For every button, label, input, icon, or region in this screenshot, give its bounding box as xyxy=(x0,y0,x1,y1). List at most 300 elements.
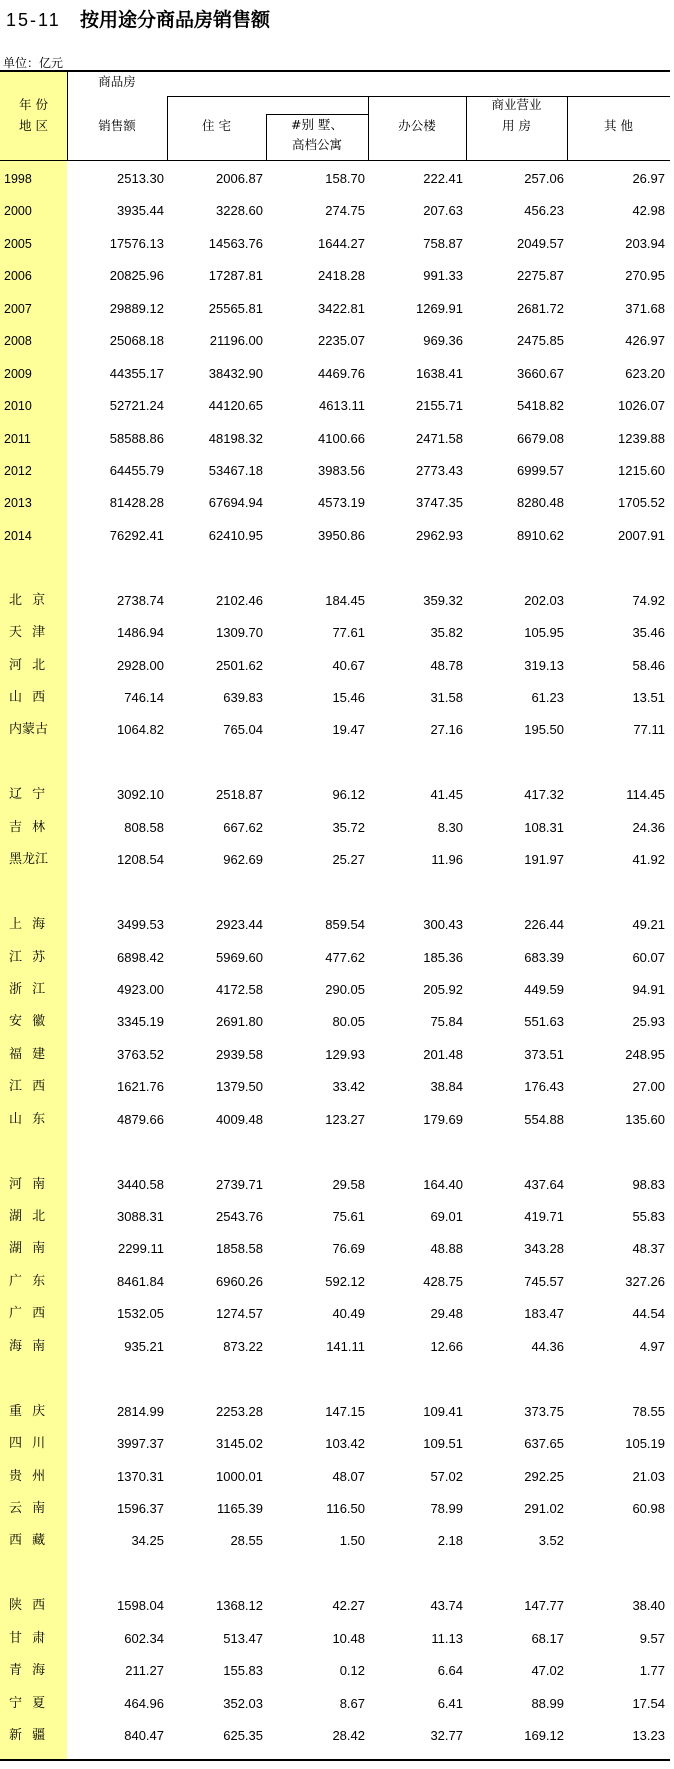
region-label: 青 海 xyxy=(9,1663,46,1679)
table-row xyxy=(0,1428,670,1460)
table-row xyxy=(0,487,670,519)
table-row xyxy=(0,974,670,1006)
header-villa-line1: #别 墅、 xyxy=(291,117,343,132)
cell-residential: 4009.48 xyxy=(216,1111,263,1127)
cell-villa: 3950.86 xyxy=(318,527,365,543)
table-row xyxy=(0,617,670,649)
cell-other: 78.55 xyxy=(632,1403,665,1419)
header-commercial-line1: 商业营业 xyxy=(491,97,542,112)
table-row xyxy=(0,1104,670,1136)
cell-commercial: 88.99 xyxy=(531,1695,564,1711)
header-residential: 住 宅 xyxy=(202,118,231,133)
table-row xyxy=(0,1266,670,1298)
cell-villa: 2235.07 xyxy=(318,333,365,349)
cell-villa: 1644.27 xyxy=(318,235,365,251)
year-label: 2008 xyxy=(4,334,32,349)
header-commercial-line2: 用 房 xyxy=(502,118,531,133)
cell-commercial: 61.23 xyxy=(531,690,564,705)
cell-villa: 25.27 xyxy=(332,852,365,868)
table-row xyxy=(0,520,670,552)
cell-residential: 1165.39 xyxy=(216,1500,263,1516)
cell-office: 991.33 xyxy=(423,268,463,284)
cell-villa: 4100.66 xyxy=(318,430,365,446)
region-label: 河 北 xyxy=(9,657,46,673)
table-row xyxy=(0,1331,670,1363)
cell-commercial: 683.39 xyxy=(524,949,564,965)
cell-other: 2007.91 xyxy=(618,527,665,543)
cell-residential: 2518.87 xyxy=(216,787,263,803)
cell-residential: 1368.12 xyxy=(216,1598,263,1614)
table-number: 15-11 xyxy=(6,10,61,30)
cell-villa: 76.69 xyxy=(332,1241,365,1257)
cell-commercial: 8280.48 xyxy=(517,495,564,511)
table-row xyxy=(0,1396,670,1428)
cell-total-sales: 58588.86 xyxy=(109,430,164,446)
cell-villa: 75.61 xyxy=(332,1209,365,1224)
table-row xyxy=(0,1298,670,1330)
region-label: 山 东 xyxy=(9,1111,46,1127)
cell-other: 13.51 xyxy=(632,690,665,705)
table-body xyxy=(0,163,670,1752)
table-row xyxy=(0,195,670,227)
cell-office: 2962.93 xyxy=(416,527,463,543)
cell-villa: 4469.76 xyxy=(318,365,365,381)
cell-other: 4.97 xyxy=(639,1338,665,1354)
cell-office: 359.32 xyxy=(423,592,463,608)
cell-residential: 2501.62 xyxy=(216,657,263,673)
table-row xyxy=(0,1039,670,1071)
cell-other: 44.54 xyxy=(632,1306,665,1322)
cell-total-sales: 25068.18 xyxy=(109,333,164,349)
cell-office: 300.43 xyxy=(423,917,463,933)
cell-commercial: 183.47 xyxy=(524,1306,564,1322)
region-label: 江 苏 xyxy=(9,949,46,965)
cell-office: 29.48 xyxy=(430,1306,463,1322)
cell-villa: 10.48 xyxy=(332,1630,365,1646)
cell-residential: 4172.58 xyxy=(216,981,263,997)
header-office: 办公楼 xyxy=(398,118,436,133)
cell-total-sales: 29889.12 xyxy=(109,300,164,316)
region-label: 贵 州 xyxy=(9,1468,46,1484)
region-label: 浙 江 xyxy=(9,981,46,997)
cell-total-sales: 34.25 xyxy=(131,1533,164,1549)
cell-villa: 290.05 xyxy=(325,981,365,997)
table-row xyxy=(0,293,670,325)
cell-office: 109.41 xyxy=(423,1403,463,1419)
cell-commercial: 745.57 xyxy=(524,1273,564,1289)
year-label: 2005 xyxy=(4,236,32,251)
cell-residential: 1274.57 xyxy=(216,1306,263,1322)
cell-villa: 2418.28 xyxy=(318,268,365,284)
cell-office: 3747.35 xyxy=(416,495,463,511)
cell-residential: 38432.90 xyxy=(208,365,263,381)
cell-other: 1.77 xyxy=(639,1663,665,1679)
cell-total-sales: 1370.31 xyxy=(117,1468,164,1484)
cell-office: 1638.41 xyxy=(416,365,463,381)
cell-commercial: 191.97 xyxy=(524,852,564,868)
cell-commercial: 3660.67 xyxy=(517,365,564,381)
cell-villa: 80.05 xyxy=(332,1014,365,1030)
page-title: 按用途分商品房销售额 xyxy=(80,9,271,31)
cell-office: 2.18 xyxy=(437,1533,463,1549)
cell-office: 48.78 xyxy=(430,657,463,673)
year-label: 2009 xyxy=(4,366,32,381)
cell-residential: 2253.28 xyxy=(216,1403,263,1419)
cell-commercial: 292.25 xyxy=(524,1468,564,1484)
cell-residential: 3228.60 xyxy=(216,203,263,219)
region-label: 广 西 xyxy=(9,1306,46,1322)
cell-villa: 4613.11 xyxy=(318,398,365,414)
cell-total-sales: 3088.31 xyxy=(117,1209,164,1224)
cell-total-sales: 8461.84 xyxy=(117,1273,164,1289)
group-spacer xyxy=(0,552,670,584)
cell-office: 11.96 xyxy=(431,852,463,868)
cell-commercial: 147.77 xyxy=(524,1598,564,1614)
cell-villa: 96.12 xyxy=(332,787,365,803)
cell-villa: 116.50 xyxy=(326,1500,365,1516)
cell-villa: 4573.19 xyxy=(318,495,365,511)
cell-total-sales: 2738.74 xyxy=(117,592,164,608)
cell-commercial: 202.03 xyxy=(524,592,564,608)
table-row xyxy=(0,1493,670,1525)
region-label: 湖 南 xyxy=(9,1241,46,1257)
cell-commercial: 105.95 xyxy=(524,625,564,641)
cell-total-sales: 1596.37 xyxy=(117,1500,164,1516)
header-villa-line2: 高档公寓 xyxy=(291,137,342,152)
cell-other: 27.00 xyxy=(632,1079,665,1095)
cell-residential: 873.22 xyxy=(223,1338,263,1354)
cell-residential: 48198.32 xyxy=(208,430,263,446)
unit-label: 单位：亿元 xyxy=(3,56,64,70)
cell-residential: 155.83 xyxy=(223,1663,263,1679)
cell-total-sales: 1598.04 xyxy=(117,1598,164,1614)
cell-office: 6.41 xyxy=(437,1695,463,1711)
cell-residential: 639.83 xyxy=(223,690,263,705)
region-label: 江 西 xyxy=(9,1079,46,1095)
cell-residential: 2939.58 xyxy=(216,1046,263,1062)
cell-other: 248.95 xyxy=(625,1046,665,1062)
region-label: 新 疆 xyxy=(9,1728,46,1743)
year-label: 2006 xyxy=(4,269,32,284)
cell-residential: 25565.81 xyxy=(208,300,263,316)
cell-office: 75.84 xyxy=(430,1014,463,1030)
cell-residential: 5969.60 xyxy=(216,949,263,965)
cell-villa: 29.58 xyxy=(332,1176,365,1192)
cell-office: 38.84 xyxy=(430,1079,463,1095)
cell-residential: 1000.01 xyxy=(216,1468,263,1484)
cell-villa: 3422.81 xyxy=(318,300,365,316)
cell-other: 1215.60 xyxy=(618,462,665,478)
cell-other: 94.91 xyxy=(632,981,665,997)
cell-commercial: 2681.72 xyxy=(517,300,564,316)
cell-other: 41.92 xyxy=(632,852,665,868)
cell-office: 41.45 xyxy=(430,787,463,803)
region-label: 陕 西 xyxy=(9,1598,46,1614)
cell-other: 35.46 xyxy=(632,625,665,641)
cell-total-sales: 1064.82 xyxy=(117,722,164,738)
cell-office: 201.48 xyxy=(423,1046,463,1062)
table-row xyxy=(0,942,670,974)
cell-total-sales: 4879.66 xyxy=(117,1111,164,1127)
cell-commercial: 108.31 xyxy=(524,819,564,835)
cell-other: 1705.52 xyxy=(618,495,665,511)
cell-other: 1026.07 xyxy=(618,398,665,414)
table-row xyxy=(0,650,670,682)
cell-total-sales: 2928.00 xyxy=(117,657,164,673)
cell-other: 203.94 xyxy=(625,235,665,251)
cell-residential: 53467.18 xyxy=(208,462,263,478)
cell-total-sales: 1532.05 xyxy=(117,1306,164,1322)
cell-other: 114.45 xyxy=(626,787,665,803)
table-row xyxy=(0,1071,670,1103)
cell-office: 185.36 xyxy=(423,949,463,965)
table-row xyxy=(0,1623,670,1655)
table-bottom-rule xyxy=(0,1759,670,1761)
cell-villa: 35.72 xyxy=(332,819,365,835)
cell-office: 222.41 xyxy=(423,171,463,186)
region-label: 福 建 xyxy=(9,1046,46,1062)
year-label: 2013 xyxy=(4,496,32,511)
table-row xyxy=(0,585,670,617)
year-label: 2007 xyxy=(4,301,32,316)
cell-commercial: 6999.57 xyxy=(517,462,564,478)
cell-residential: 67694.94 xyxy=(208,495,263,511)
region-label: 山 西 xyxy=(9,690,46,705)
cell-other: 74.92 xyxy=(632,592,665,608)
cell-office: 69.01 xyxy=(430,1209,463,1224)
region-label: 湖 北 xyxy=(9,1209,46,1224)
cell-commercial: 373.75 xyxy=(524,1403,564,1419)
cell-total-sales: 211.27 xyxy=(125,1663,164,1679)
year-label: 2000 xyxy=(4,204,32,219)
cell-residential: 62410.95 xyxy=(208,527,263,543)
cell-commercial: 449.59 xyxy=(524,981,564,997)
cell-commercial: 68.17 xyxy=(531,1630,564,1646)
cell-office: 78.99 xyxy=(430,1500,463,1516)
cell-other: 98.83 xyxy=(632,1176,665,1192)
cell-residential: 2691.80 xyxy=(216,1014,263,1030)
cell-total-sales: 52721.24 xyxy=(109,398,164,414)
region-label: 西 藏 xyxy=(9,1533,46,1549)
cell-total-sales: 3935.44 xyxy=(117,203,164,219)
region-label: 内蒙古 xyxy=(9,722,49,738)
header-other: 其 他 xyxy=(604,118,633,133)
header-villa-rule xyxy=(266,114,368,115)
table-row xyxy=(0,163,670,195)
table-row xyxy=(0,844,670,876)
cell-commercial: 373.51 xyxy=(524,1046,564,1062)
region-label: 天 津 xyxy=(9,625,46,641)
table-row xyxy=(0,1201,670,1233)
cell-total-sales: 20825.96 xyxy=(109,268,164,284)
cell-office: 2471.58 xyxy=(416,430,463,446)
cell-other: 105.19 xyxy=(625,1436,665,1452)
cell-office: 48.88 xyxy=(430,1241,463,1257)
cell-commercial: 419.71 xyxy=(524,1209,564,1224)
cell-office: 109.51 xyxy=(423,1436,463,1452)
cell-villa: 77.61 xyxy=(332,625,365,641)
table-row xyxy=(0,714,670,746)
cell-other: 55.83 xyxy=(632,1209,665,1224)
table-row xyxy=(0,1233,670,1265)
table-row xyxy=(0,455,670,487)
cell-villa: 8.67 xyxy=(339,1695,365,1711)
cell-other: 60.07 xyxy=(632,949,665,965)
cell-residential: 2739.71 xyxy=(216,1176,263,1192)
cell-other: 426.97 xyxy=(625,333,665,349)
cell-villa: 40.67 xyxy=(332,657,365,673)
cell-office: 205.92 xyxy=(423,981,463,997)
cell-other: 60.98 xyxy=(632,1500,665,1516)
region-label: 上 海 xyxy=(9,917,46,933)
region-label: 云 南 xyxy=(9,1500,46,1516)
cell-villa: 274.75 xyxy=(325,203,365,219)
cell-total-sales: 3440.58 xyxy=(117,1176,164,1192)
cell-office: 6.64 xyxy=(437,1663,463,1679)
cell-other: 49.21 xyxy=(632,917,665,933)
cell-total-sales: 3092.10 xyxy=(117,787,164,803)
table-row xyxy=(0,358,670,390)
cell-residential: 352.03 xyxy=(223,1695,263,1711)
region-label: 宁 夏 xyxy=(9,1695,46,1711)
cell-residential: 2923.44 xyxy=(216,917,263,933)
cell-other: 13.23 xyxy=(632,1728,665,1743)
cell-total-sales: 17576.13 xyxy=(109,235,164,251)
cell-office: 758.87 xyxy=(423,235,463,251)
cell-total-sales: 3997.37 xyxy=(117,1436,164,1452)
region-label: 北 京 xyxy=(9,592,46,608)
header-year-label: 年 份 xyxy=(19,97,48,112)
cell-other: 327.26 xyxy=(625,1273,665,1289)
cell-residential: 14563.76 xyxy=(208,235,263,251)
cell-commercial: 2475.85 xyxy=(517,333,564,349)
cell-office: 8.30 xyxy=(437,819,463,835)
cell-total-sales: 1486.94 xyxy=(117,625,164,641)
region-label: 四 川 xyxy=(9,1436,46,1452)
cell-villa: 147.15 xyxy=(325,1403,365,1419)
cell-residential: 765.04 xyxy=(223,722,263,738)
cell-total-sales: 464.96 xyxy=(124,1695,164,1711)
cell-commercial: 44.36 xyxy=(531,1338,564,1354)
cell-total-sales: 2299.11 xyxy=(117,1241,164,1257)
cell-total-sales: 602.34 xyxy=(124,1630,164,1646)
cell-villa: 0.12 xyxy=(339,1663,365,1679)
cell-residential: 1858.58 xyxy=(216,1241,263,1257)
cell-total-sales: 44355.17 xyxy=(109,365,164,381)
group-spacer xyxy=(0,747,670,779)
cell-other: 26.97 xyxy=(632,171,665,186)
cell-total-sales: 64455.79 xyxy=(109,462,164,478)
cell-other: 48.37 xyxy=(632,1241,665,1257)
cell-commercial: 176.43 xyxy=(524,1079,564,1095)
cell-commercial: 437.64 xyxy=(524,1176,564,1192)
cell-commercial: 554.88 xyxy=(524,1111,564,1127)
region-label: 河 南 xyxy=(9,1176,46,1192)
cell-commercial: 637.65 xyxy=(524,1436,564,1452)
cell-commercial: 319.13 xyxy=(524,657,564,673)
table-row xyxy=(0,1720,670,1752)
cell-total-sales: 3763.52 xyxy=(117,1046,164,1062)
year-label: 2010 xyxy=(4,399,32,414)
region-label: 重 庆 xyxy=(9,1403,46,1419)
cell-other: 623.20 xyxy=(625,365,665,381)
cell-villa: 477.62 xyxy=(325,949,365,965)
header-region-label: 地 区 xyxy=(19,118,48,133)
cell-commercial: 456.23 xyxy=(524,203,564,219)
cell-total-sales: 4923.00 xyxy=(117,981,164,997)
cell-total-sales: 1208.54 xyxy=(117,852,164,868)
cell-villa: 15.46 xyxy=(332,690,365,705)
cell-commercial: 417.32 xyxy=(524,787,564,803)
cell-commercial: 8910.62 xyxy=(517,527,564,543)
cell-other: 21.03 xyxy=(632,1468,665,1484)
cell-residential: 667.62 xyxy=(223,819,263,835)
region-label: 黑龙江 xyxy=(9,852,49,868)
header-total-line2: 销售额 xyxy=(98,118,136,133)
table-row xyxy=(0,909,670,941)
table-top-rule xyxy=(0,70,670,72)
header-bottom-rule xyxy=(0,160,670,161)
year-label: 2014 xyxy=(4,528,32,543)
region-label: 辽 宁 xyxy=(9,787,46,803)
table-row xyxy=(0,779,670,811)
cell-commercial: 2275.87 xyxy=(517,268,564,284)
cell-residential: 28.55 xyxy=(230,1533,263,1549)
cell-commercial: 343.28 xyxy=(524,1241,564,1257)
cell-total-sales: 3499.53 xyxy=(117,917,164,933)
cell-office: 164.40 xyxy=(423,1176,463,1192)
cell-residential: 2543.76 xyxy=(216,1209,263,1224)
table-row xyxy=(0,1688,670,1720)
cell-commercial: 3.52 xyxy=(538,1533,564,1549)
table-row xyxy=(0,1006,670,1038)
cell-office: 179.69 xyxy=(423,1111,463,1127)
table-row xyxy=(0,260,670,292)
cell-villa: 123.27 xyxy=(325,1111,365,1127)
cell-residential: 2102.46 xyxy=(216,592,263,608)
header-total-line1: 商品房 xyxy=(98,74,136,89)
cell-commercial: 2049.57 xyxy=(517,235,564,251)
cell-total-sales: 3345.19 xyxy=(117,1014,164,1030)
cell-villa: 42.27 xyxy=(332,1598,365,1614)
cell-total-sales: 81428.28 xyxy=(109,495,164,511)
group-spacer xyxy=(0,877,670,909)
cell-villa: 33.42 xyxy=(332,1079,365,1095)
region-label: 广 东 xyxy=(9,1273,46,1289)
cell-villa: 40.49 xyxy=(332,1306,365,1322)
table-row xyxy=(0,1590,670,1622)
cell-villa: 141.11 xyxy=(326,1338,365,1354)
cell-villa: 158.70 xyxy=(325,171,365,186)
cell-villa: 592.12 xyxy=(325,1273,365,1289)
cell-villa: 103.42 xyxy=(325,1436,365,1452)
group-spacer xyxy=(0,1136,670,1168)
cell-villa: 48.07 xyxy=(332,1468,365,1484)
cell-commercial: 5418.82 xyxy=(517,398,564,414)
cell-office: 428.75 xyxy=(423,1273,463,1289)
cell-commercial: 257.06 xyxy=(524,171,564,186)
group-spacer xyxy=(0,1363,670,1395)
cell-other: 58.46 xyxy=(632,657,665,673)
year-label: 1998 xyxy=(4,172,32,186)
cell-residential: 962.69 xyxy=(223,852,263,868)
cell-villa: 19.47 xyxy=(332,722,365,738)
table-row xyxy=(0,1525,670,1557)
cell-other: 24.36 xyxy=(632,819,665,835)
cell-total-sales: 808.58 xyxy=(124,819,164,835)
region-label: 海 南 xyxy=(9,1338,46,1354)
cell-commercial: 291.02 xyxy=(524,1500,564,1516)
